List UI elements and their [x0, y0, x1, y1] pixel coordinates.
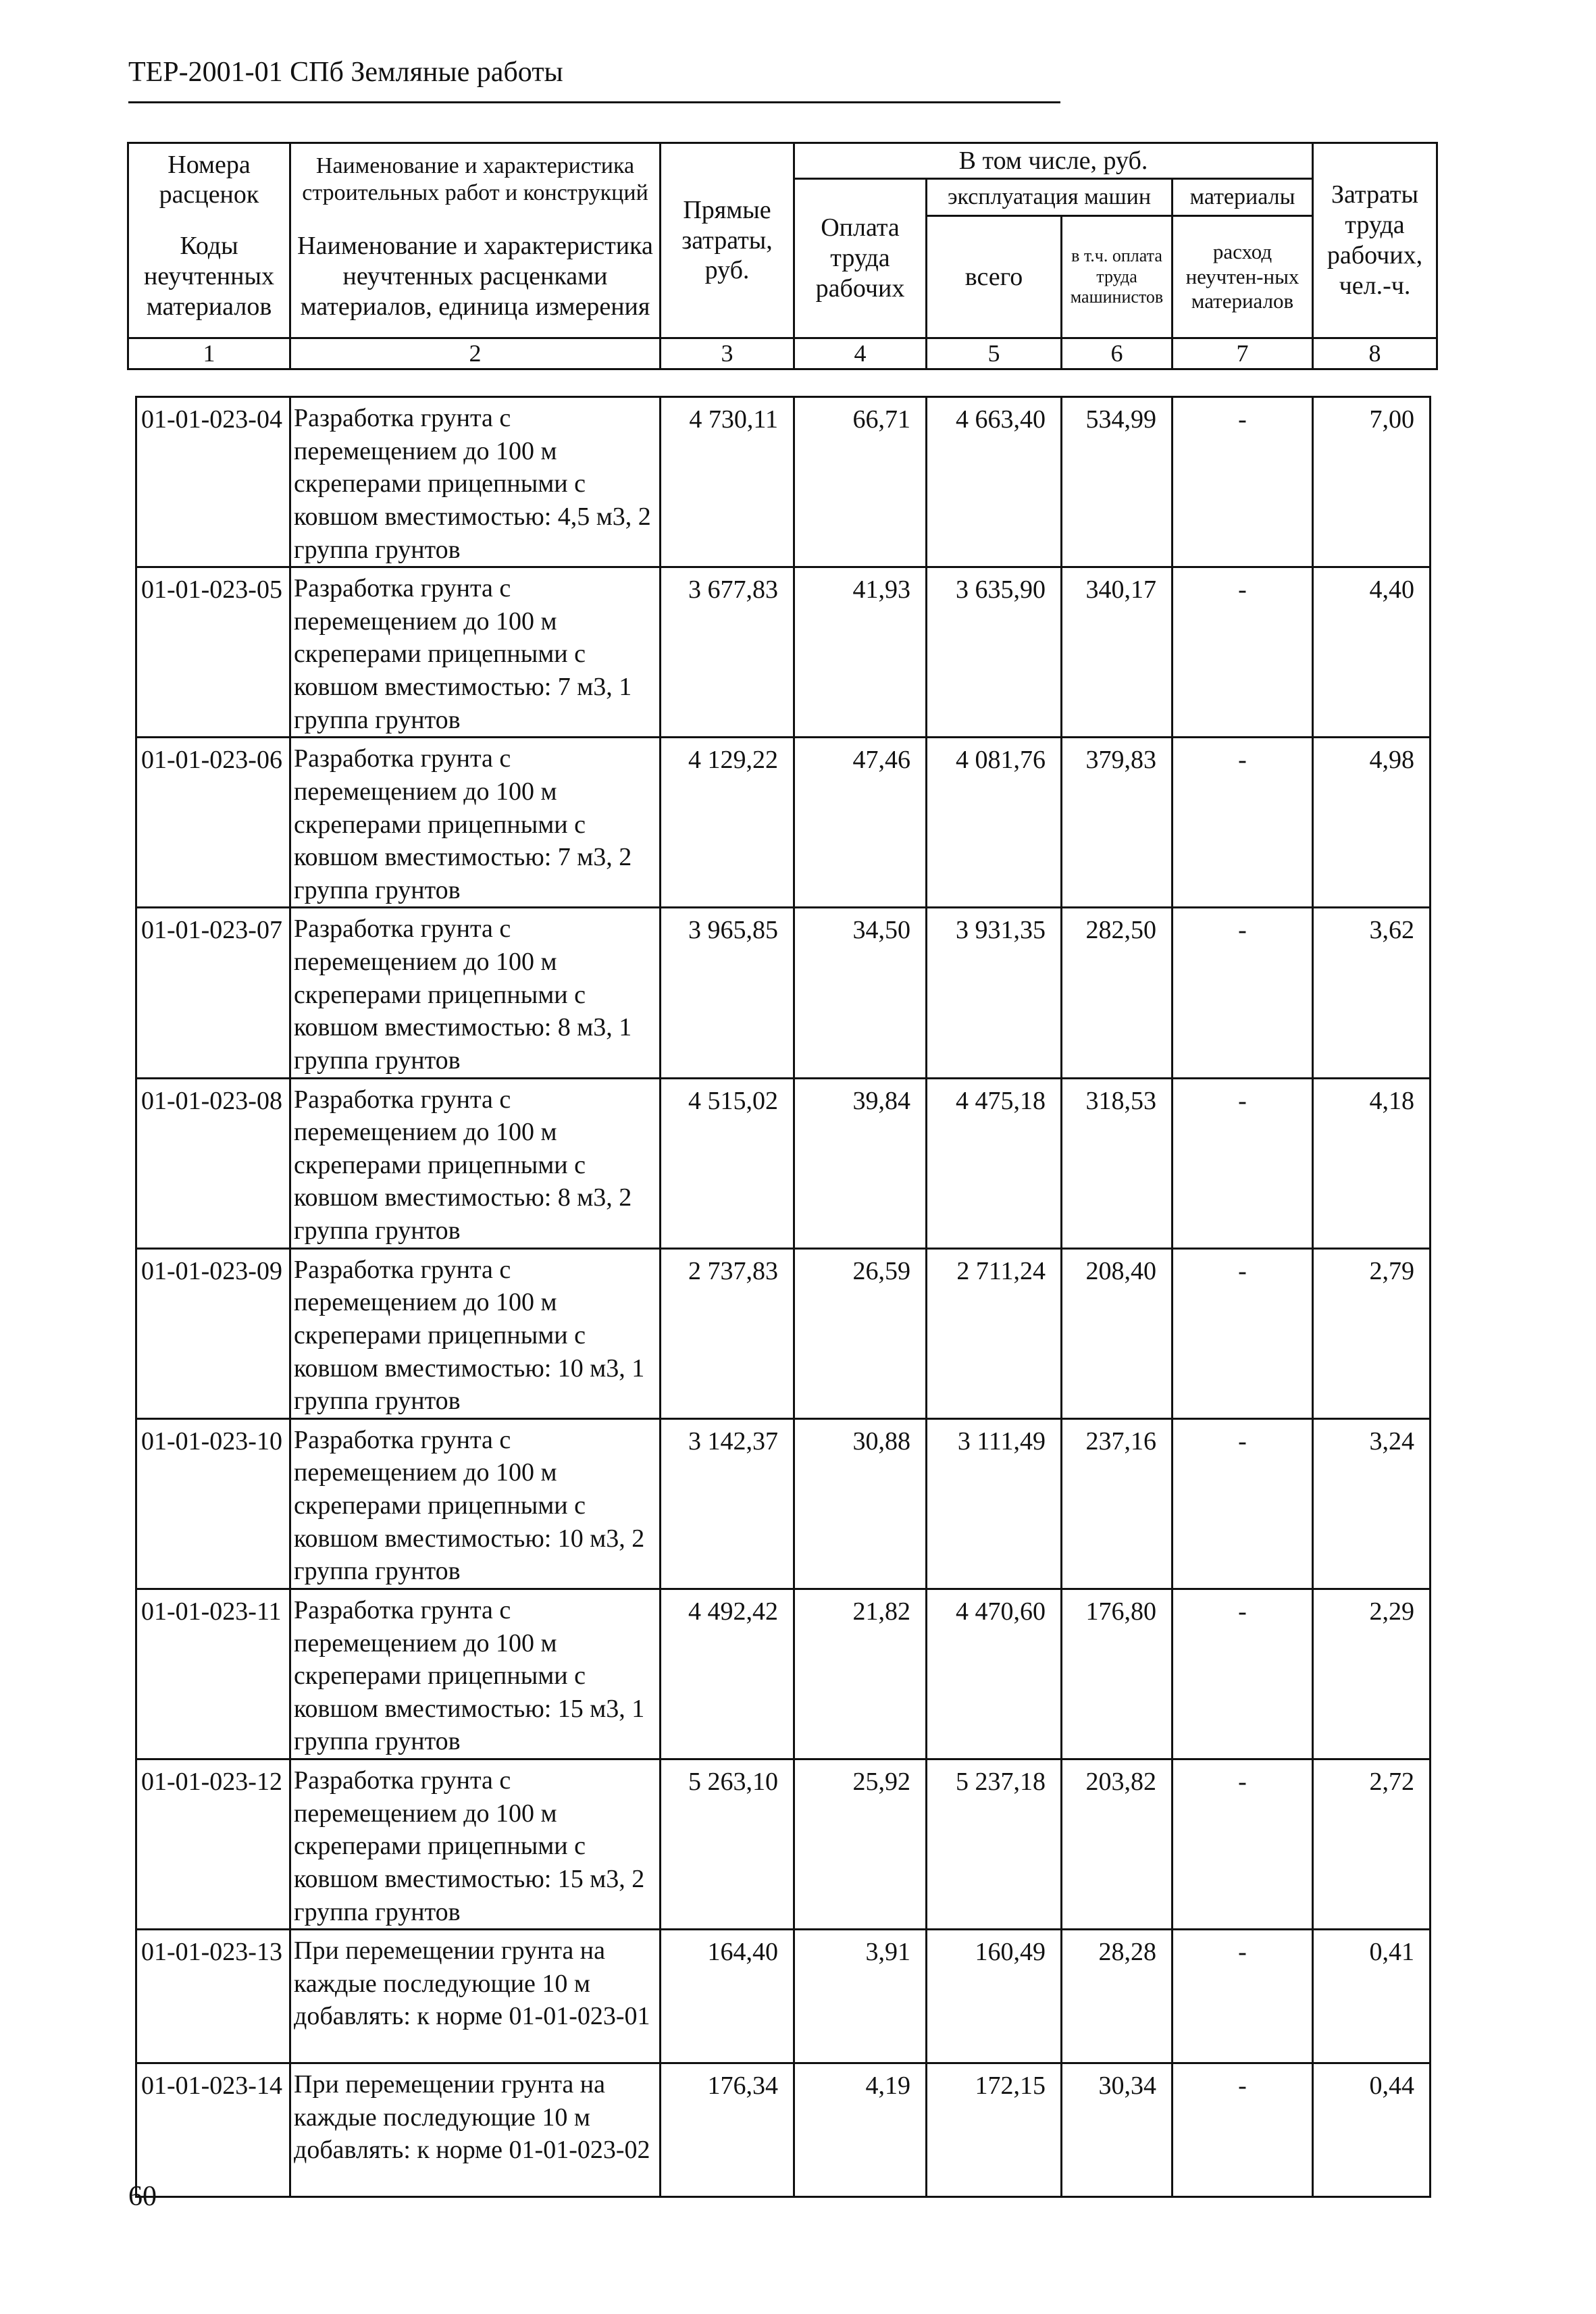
labor-hours-value: 0,44: [1313, 2063, 1431, 2197]
machinists-pay-value: 208,40: [1062, 1248, 1173, 1418]
materials-value: -: [1173, 738, 1313, 908]
rate-code: 01-01-023-08: [136, 1078, 290, 1248]
materials-value: -: [1173, 1078, 1313, 1248]
table-row: [136, 1759, 1431, 1930]
rates-table-body: [136, 397, 1431, 2197]
machines-total-value: 3 111,49: [927, 1418, 1062, 1589]
table-row: [136, 567, 1431, 738]
header-work-name: Наименование и характеристика строительных работ и конструкций: [290, 143, 661, 216]
materials-value: -: [1173, 2063, 1313, 2197]
column-number: 7: [1173, 338, 1313, 369]
direct-costs-value: 4 730,11: [661, 397, 794, 567]
rate-code: 01-01-023-05: [136, 567, 290, 738]
direct-costs-value: 164,40: [661, 1930, 794, 2063]
worker-pay-value: 41,93: [794, 567, 927, 738]
labor-hours-value: 0,41: [1313, 1930, 1431, 2063]
table-row: [136, 2063, 1431, 2197]
work-description: Разработка грунта с перемещением до 100 м скреперами прицепными с ковшом вместимостью: 15 м3, 2 группа грунтов: [290, 1759, 661, 1930]
table-row: [136, 1078, 1431, 1248]
work-description: Разработка грунта с перемещением до 100 м скреперами прицепными с ковшом вместимостью: 15 м3, 1 группа грунтов: [290, 1589, 661, 1759]
rate-code: 01-01-023-07: [136, 908, 290, 1078]
header-direct-costs: Прямые затраты, руб.: [661, 143, 794, 338]
column-number: 4: [794, 338, 927, 369]
rate-code: 01-01-023-14: [136, 2063, 290, 2197]
machines-total-value: 172,15: [927, 2063, 1062, 2197]
table-row: [136, 397, 1431, 567]
column-header-table: [127, 142, 1438, 370]
machines-total-value: 2 711,24: [927, 1248, 1062, 1418]
work-description: Разработка грунта с перемещением до 100 м скреперами прицепными с ковшом вместимостью: 4,5 м3, 2 группа грунтов: [290, 397, 661, 567]
rate-code: 01-01-023-11: [136, 1589, 290, 1759]
machines-total-value: 3 635,90: [927, 567, 1062, 738]
rate-code: 01-01-023-13: [136, 1930, 290, 2063]
column-number: 5: [927, 338, 1062, 369]
direct-costs-value: 4 129,22: [661, 738, 794, 908]
work-description: Разработка грунта с перемещением до 100 м скреперами прицепными с ковшом вместимостью: 8 м3, 2 группа грунтов: [290, 1078, 661, 1248]
machinists-pay-value: 176,80: [1062, 1589, 1173, 1759]
materials-value: -: [1173, 1759, 1313, 1930]
direct-costs-value: 5 263,10: [661, 1759, 794, 1930]
machinists-pay-value: 318,53: [1062, 1078, 1173, 1248]
worker-pay-value: 30,88: [794, 1418, 927, 1589]
materials-value: -: [1173, 567, 1313, 738]
work-description: Разработка грунта с перемещением до 100 м скреперами прицепными с ковшом вместимостью: 10 м3, 1 группа грунтов: [290, 1248, 661, 1418]
rate-code: 01-01-023-04: [136, 397, 290, 567]
header-unaccounted-consumption: расход неучтен-ных материалов: [1173, 216, 1313, 338]
machinists-pay-value: 203,82: [1062, 1759, 1173, 1930]
machinists-pay-value: 30,34: [1062, 2063, 1173, 2197]
header-machine-operation: эксплуатация машин: [927, 179, 1173, 216]
work-description: Разработка грунта с перемещением до 100 м скреперами прицепными с ковшом вместимостью: 8 м3, 1 группа грунтов: [290, 908, 661, 1078]
direct-costs-value: 176,34: [661, 2063, 794, 2197]
header-worker-pay: Оплата труда рабочих: [794, 179, 927, 338]
column-number: 8: [1313, 338, 1437, 369]
direct-costs-value: 3 965,85: [661, 908, 794, 1078]
header-unaccounted-codes: Коды неучтенных материалов: [128, 216, 290, 338]
machines-total-value: 4 081,76: [927, 738, 1062, 908]
column-number: 2: [290, 338, 661, 369]
machines-total-value: 160,49: [927, 1930, 1062, 2063]
labor-hours-value: 3,62: [1313, 908, 1431, 1078]
header-materials: материалы: [1173, 179, 1313, 216]
direct-costs-value: 3 142,37: [661, 1418, 794, 1589]
labor-hours-value: 3,24: [1313, 1418, 1431, 1589]
labor-hours-value: 4,40: [1313, 567, 1431, 738]
direct-costs-value: 2 737,83: [661, 1248, 794, 1418]
materials-value: -: [1173, 397, 1313, 567]
machinists-pay-value: 340,17: [1062, 567, 1173, 738]
header-rule: [128, 101, 1060, 103]
machines-total-value: 4 475,18: [927, 1078, 1062, 1248]
worker-pay-value: 34,50: [794, 908, 927, 1078]
worker-pay-value: 25,92: [794, 1759, 927, 1930]
column-number: 1: [128, 338, 290, 369]
worker-pay-value: 21,82: [794, 1589, 927, 1759]
work-description: При перемещении грунта на каждые последующие 10 м добавлять: к норме 01-01-023-01: [290, 1930, 661, 2063]
worker-pay-value: 26,59: [794, 1248, 927, 1418]
page-header: ТЕР-2001-01 СПб Земляные работы: [128, 57, 563, 88]
materials-value: -: [1173, 908, 1313, 1078]
table-row: [136, 908, 1431, 1078]
column-number: 6: [1062, 338, 1173, 369]
page-number: 60: [128, 2181, 157, 2212]
worker-pay-value: 66,71: [794, 397, 927, 567]
labor-hours-value: 7,00: [1313, 397, 1431, 567]
worker-pay-value: 39,84: [794, 1078, 927, 1248]
rate-code: 01-01-023-12: [136, 1759, 290, 1930]
materials-value: -: [1173, 1930, 1313, 2063]
worker-pay-value: 4,19: [794, 2063, 927, 2197]
worker-pay-value: 3,91: [794, 1930, 927, 2063]
rates-table: [135, 396, 1431, 2198]
header-labor-hours: Затраты труда рабочих, чел.-ч.: [1313, 143, 1437, 338]
labor-hours-value: 2,29: [1313, 1589, 1431, 1759]
materials-value: -: [1173, 1589, 1313, 1759]
machinists-pay-value: 379,83: [1062, 738, 1173, 908]
machines-total-value: 5 237,18: [927, 1759, 1062, 1930]
labor-hours-value: 4,18: [1313, 1078, 1431, 1248]
labor-hours-value: 2,72: [1313, 1759, 1431, 1930]
column-number: 3: [661, 338, 794, 369]
machines-total-value: 3 931,35: [927, 908, 1062, 1078]
machinists-pay-value: 534,99: [1062, 397, 1173, 567]
table-row: [136, 1248, 1431, 1418]
table-row: [136, 1589, 1431, 1759]
materials-value: -: [1173, 1418, 1313, 1589]
header-including-group: В том числе, руб.: [794, 143, 1313, 179]
direct-costs-value: 4 515,02: [661, 1078, 794, 1248]
work-description: Разработка грунта с перемещением до 100 м скреперами прицепными с ковшом вместимостью: 7 м3, 1 группа грунтов: [290, 567, 661, 738]
machines-total-value: 4 663,40: [927, 397, 1062, 567]
rate-code: 01-01-023-09: [136, 1248, 290, 1418]
materials-value: -: [1173, 1248, 1313, 1418]
work-description: Разработка грунта с перемещением до 100 м скреперами прицепными с ковшом вместимостью: 10 м3, 2 группа грунтов: [290, 1418, 661, 1589]
table-row: [136, 1418, 1431, 1589]
worker-pay-value: 47,46: [794, 738, 927, 908]
direct-costs-value: 4 492,42: [661, 1589, 794, 1759]
labor-hours-value: 2,79: [1313, 1248, 1431, 1418]
header-machinists-pay: в т.ч. оплата труда машинистов: [1062, 216, 1173, 338]
machines-total-value: 4 470,60: [927, 1589, 1062, 1759]
header-unaccounted-materials: Наименование и характеристика неучтенных расценками материалов, единица измерения: [290, 216, 661, 338]
rate-code: 01-01-023-06: [136, 738, 290, 908]
labor-hours-value: 4,98: [1313, 738, 1431, 908]
machinists-pay-value: 28,28: [1062, 1930, 1173, 2063]
table-row: [136, 1930, 1431, 2063]
machinists-pay-value: 282,50: [1062, 908, 1173, 1078]
header-machines-total: всего: [927, 216, 1062, 338]
header-rate-numbers: Номера расценок: [128, 143, 290, 216]
work-description: При перемещении грунта на каждые последующие 10 м добавлять: к норме 01-01-023-02: [290, 2063, 661, 2197]
rate-code: 01-01-023-10: [136, 1418, 290, 1589]
work-description: Разработка грунта с перемещением до 100 м скреперами прицепными с ковшом вместимостью: 7 м3, 2 группа грунтов: [290, 738, 661, 908]
direct-costs-value: 3 677,83: [661, 567, 794, 738]
machinists-pay-value: 237,16: [1062, 1418, 1173, 1589]
table-row: [136, 738, 1431, 908]
